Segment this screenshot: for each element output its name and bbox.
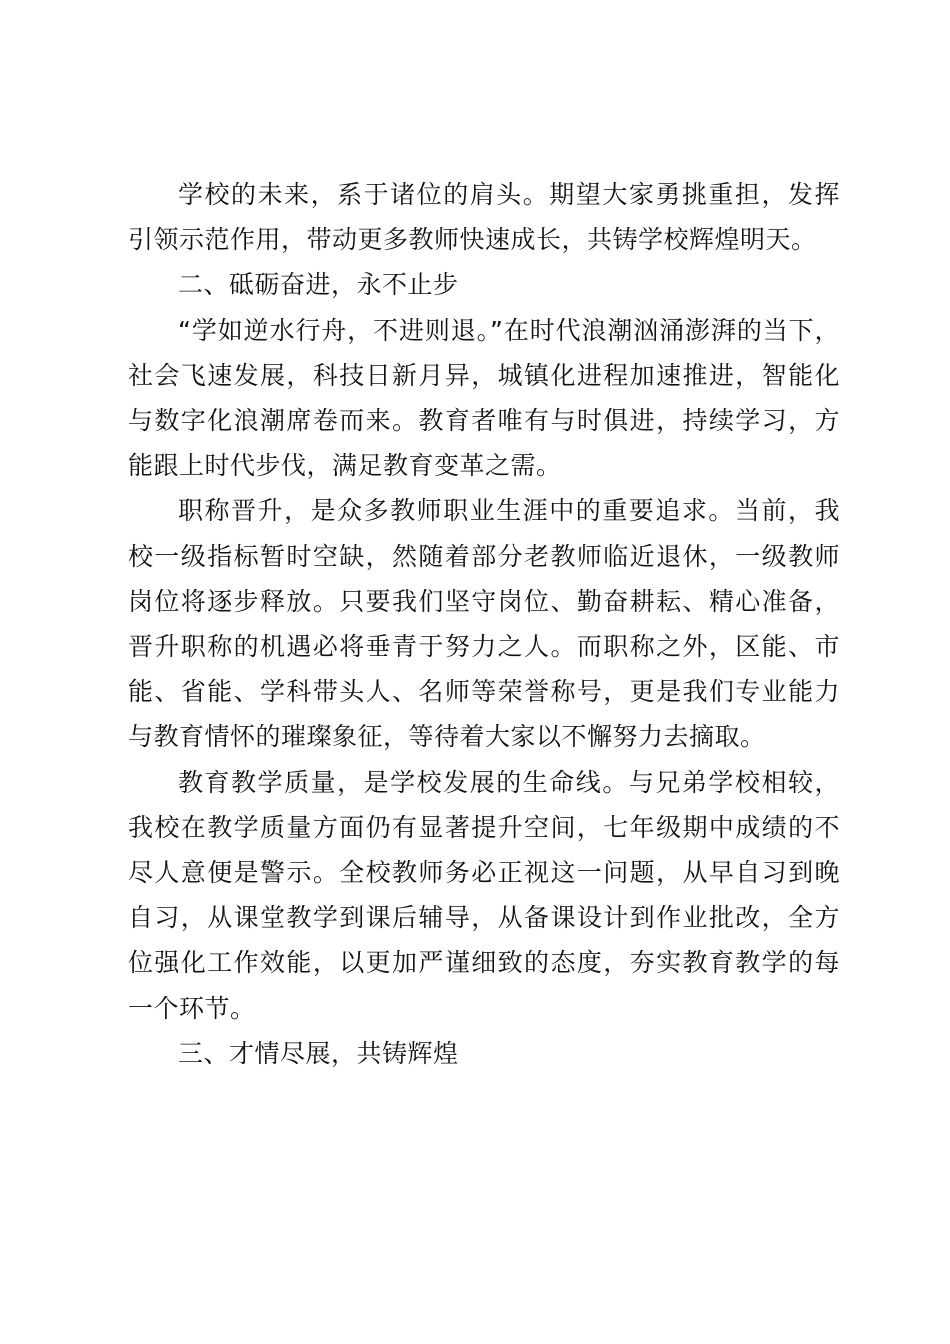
document-body [128,172,840,1076]
section-heading-3: 三、才情尽展，共铸辉煌 [178,1038,459,1068]
paragraph-quality: 教育教学质量，是学校发展的生命线。与兄弟学校相较，我校在教学质量方面仍有显著提升空间，七年级期中成绩的不尽人意便是警示。全校教师务必正视这一问题，从早自习到晚自习，从课堂教学到课后辅导，从备课设计到作业批改，全方位强化工作效能，以更加严谨细致的态度，夯实教育教学的每一个环节。 [128,767,840,1023]
section-heading-2: 二、砥砺奋进，永不止步 [178,270,459,300]
paragraph-learning: “学如逆水行舟，不进则退。”在时代浪潮汹涌澎湃的当下，社会飞速发展，科技日新月异，城镇化进程加速推进，智能化与数字化浪潮席卷而来。教育者唯有与时俱进，持续学习，方能跟上时代步伐，满足教育变革之需。 [128,315,840,481]
paragraph-future: 学校的未来，系于诸位的肩头。期望大家勇挑重担，发挥引领示范作用，带动更多教师快速成长，共铸学校辉煌明天。 [128,180,840,255]
paragraph-promotion: 职称晋升，是众多教师职业生涯中的重要追求。当前，我校一级指标暂时空缺，然随着部分老教师临近退休，一级教师岗位将逐步释放。只要我们坚守岗位、勤奋耕耘、精心准备，晋升职称的机遇必将垂青于努力之人。而职称之外，区能、市能、省能、学科带头人、名师等荣誉称号，更是我们专业能力与教育情怀的璀璨象征，等待着大家以不懈努力去摘取。 [128,496,840,752]
